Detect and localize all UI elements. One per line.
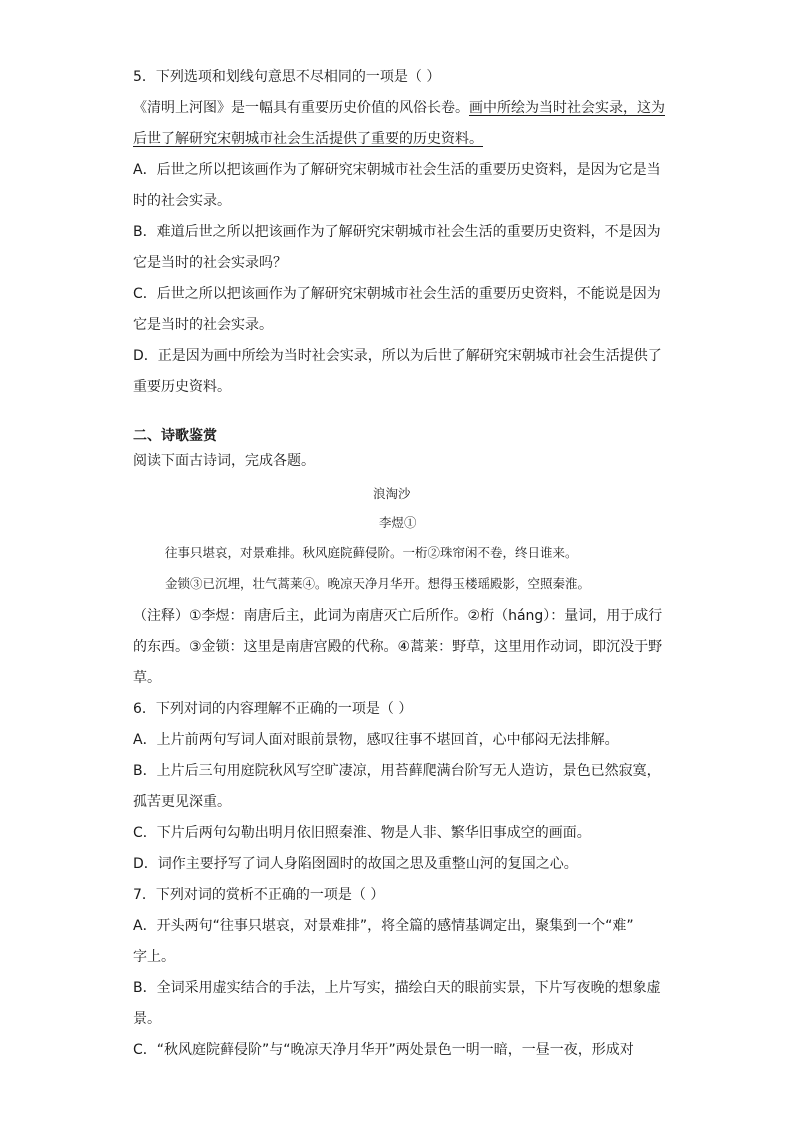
poem-title: 浪淘沙 (373, 486, 411, 501)
q6-option-b-line-2: 孤苦更见深重。 (133, 794, 231, 810)
notes-line-2: 的东西。③金锁：这里是南唐宫殿的代称。④蒿莱：野草，这里用作动词，即沉没于野 (133, 639, 663, 655)
q5-option-d-line-1: D．正是因为画中所绘为当时社会实录，所以为后世了解研究宋朝城市社会生活提供了 (133, 348, 662, 364)
q7-stem: 7．下列对词的赏析不正确的一项是（ ） (133, 887, 385, 903)
q5-underlined-sentence-part-2: 后世了解研究宋朝城市社会生活提供了重要的历史资料。 (133, 131, 483, 147)
poem-line-1: 往事只堪哀，对景难排。秋风庭院藓侵阶。一桁②珠帘闲不卷，终日谁来。 (165, 545, 578, 560)
notes-line-1: （注释）①李煜：南唐后主，此词为南唐灭亡后所作。②桁（háng）：量词，用于成行 (133, 608, 663, 624)
q5-underlined-sentence-part-1: 画中所绘为当时社会实录，这为 (469, 100, 665, 116)
q7-option-b-line-2: 景。 (133, 1011, 161, 1027)
section-heading: 二、诗歌鉴赏 (133, 428, 217, 444)
q5-passage-line-1 (133, 98, 665, 118)
q5-option-b-line-2: 它是当时的社会实录吗？ (133, 255, 287, 271)
q5-passage-plain: 《清明上河图》是一幅具有重要历史价值的风俗长卷。 (133, 100, 469, 116)
q7-option-a-line-1: A．开头两句“往事只堪哀，对景难排”，将全篇的感情基调定出，聚集到一个“难” (133, 918, 634, 934)
q6-option-d: D．词作主要抒写了词人身陷囹圄时的故国之思及重整山河的复国之心。 (133, 856, 578, 872)
section-instruction: 阅读下面古诗词，完成各题。 (133, 453, 315, 469)
q5-option-d-line-2: 重要历史资料。 (133, 379, 231, 395)
poem-author: 李煜① (379, 515, 417, 530)
q6-option-c: C．下片后两句勾勒出明月依旧照秦淮、物是人非、繁华旧事成空的画面。 (133, 825, 591, 841)
q5-option-a-line-1: A．后世之所以把该画作为了解研究宋朝城市社会生活的重要历史资料，是因为它是当 (133, 162, 661, 178)
q7-option-b-line-1: B．全词采用虚实结合的手法，上片写实，描绘白天的眼前实景，下片写夜晚的想象虚 (133, 980, 661, 996)
poem-line-2: 金锁③已沉埋，壮气蒿莱④。晚凉天净月华开。想得玉楼瑶殿影，空照秦淮。 (165, 576, 591, 591)
q5-option-c-line-2: 它是当时的社会实录。 (133, 317, 273, 333)
q5-stem: 5．下列选项和划线句意思不尽相同的一项是（ ） (133, 69, 441, 85)
q6-option-a: A．上片前两句写词人面对眼前景物，感叹往事不堪回首，心中郁闷无法排解。 (133, 732, 619, 748)
q6-stem: 6．下列对词的内容理解不正确的一项是（ ） (133, 701, 413, 717)
notes-line-3: 草。 (133, 670, 161, 686)
q5-option-a-line-2: 时的社会实录。 (133, 193, 231, 209)
q6-option-b-line-1: B．上片后三句用庭院秋风写空旷凄凉，用苔藓爬满台阶写无人造访，景色已然寂寞， (133, 763, 661, 779)
q7-option-a-line-2: 字上。 (133, 949, 175, 965)
q7-option-c-line-1: C．“秋风庭院藓侵阶”与“晚凉天净月华开”两处景色一明一暗，一昼一夜，形成对 (133, 1042, 634, 1058)
q5-option-c-line-1: C．后世之所以把该画作为了解研究宋朝城市社会生活的重要历史资料，不能说是因为 (133, 286, 661, 302)
q5-option-b-line-1: B．难道后世之所以把该画作为了解研究宋朝城市社会生活的重要历史资料，不是因为 (133, 224, 661, 240)
